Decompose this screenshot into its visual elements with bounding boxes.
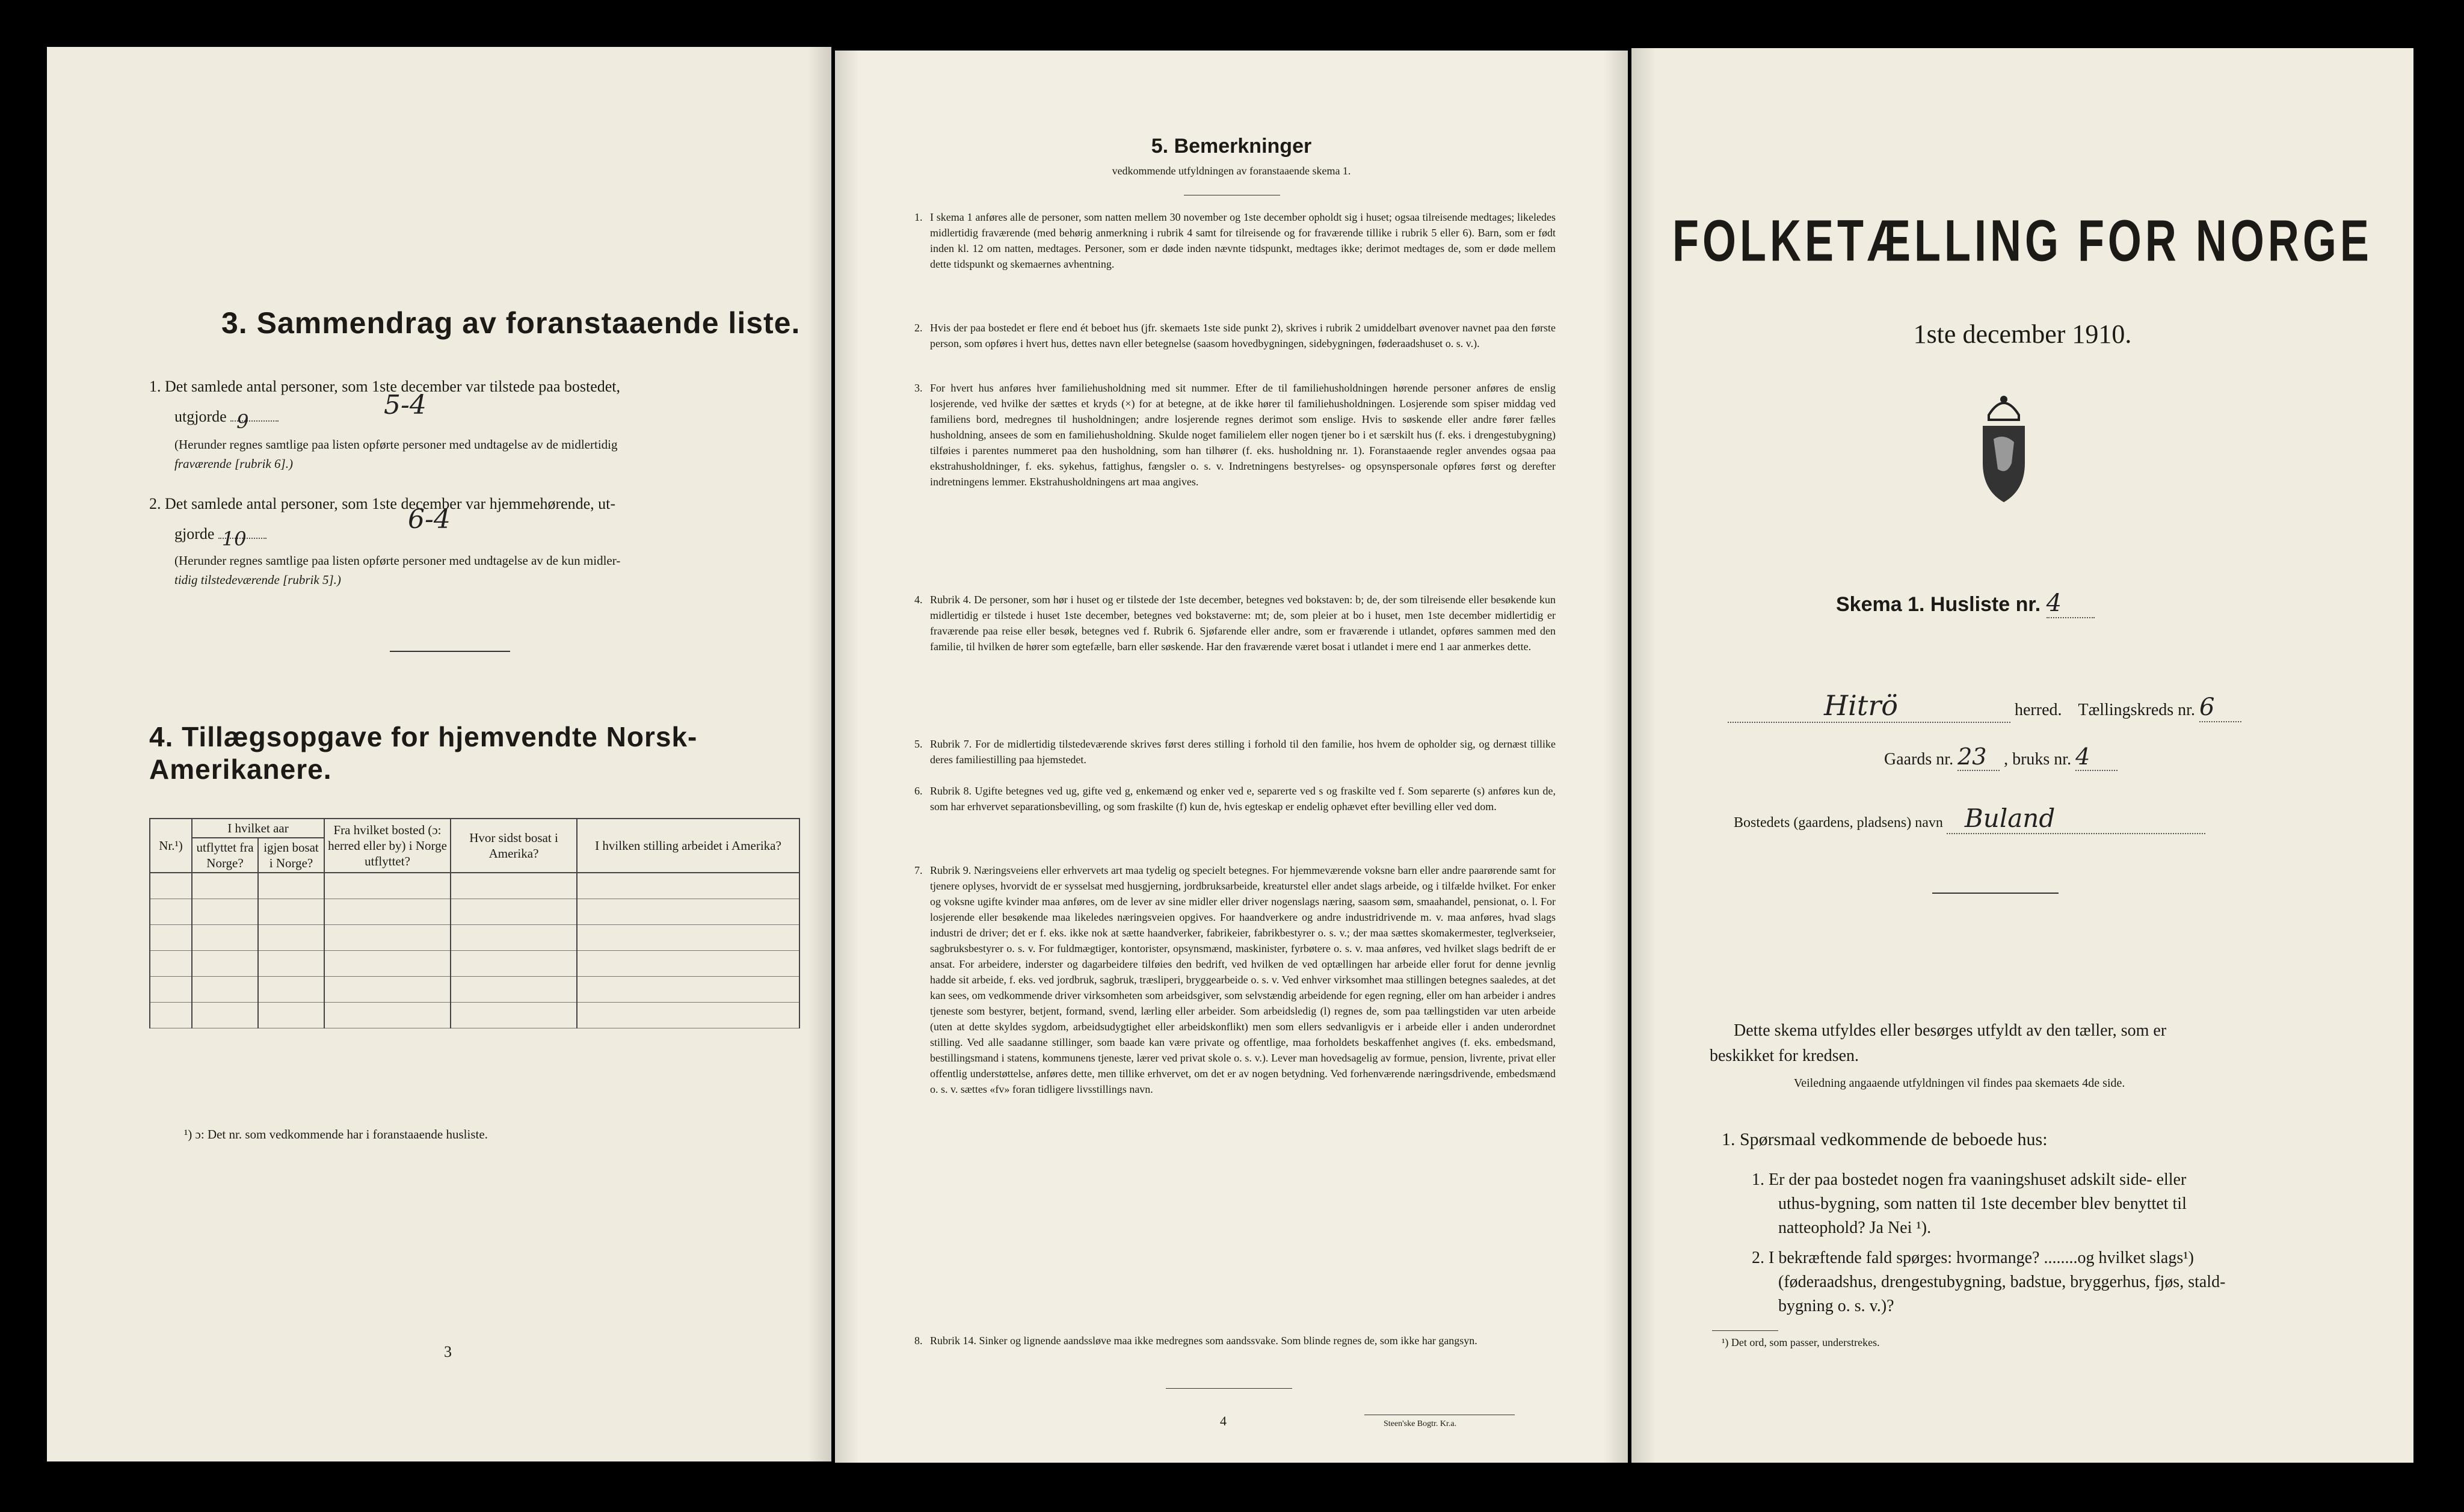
- veiledning-note: Veiledning angaaende utfyldningen vil findes paa skemaets 4de side.: [1794, 1077, 2125, 1090]
- bruks-nr: 4: [2075, 743, 2118, 771]
- intro-line1: Dette skema utfyldes eller besørges utfyldt av den tæller, som er: [1734, 1021, 2167, 1040]
- q1-line2: uthus-bygning, som natten til 1ste december blev benyttet til: [1778, 1194, 2187, 1213]
- remark-item: 3. For hvert hus anføres hver familiehusholdning med sit nummer. Efter de til familiehusholdningen hørende personer anføres de enslig losjerende, ved hvilke der sættes et kryds (×) for at betegne, at de ikke hører til familiehusholdningen. Losjerende som spiser middag ved familiens bord, medregnes til husholdningen; andre losjerende regnes derimot som enslige. Hvis to søskende eller andre fører fælles husholdning, ansees de som en familiehusholdning. Skulde noget familielem eller nogen tjener bo i et særskilt hus (f. eks. i drengestubygning) tilføies i parentes nummeret paa den husholdning, som han tilhører (f. eks. husholdning nr. 1). Foranstaaende regler anvendes ogsaa paa ekstrahusholdninger, f. eks. sykehus, fattighus, fængsler o. s. v. Indretningens bestyrelses- og opsynspersonale opføres først og derefter indretningens lemmer. Ekstrahusholdningens art maa angives.: [914, 382, 1556, 488]
- bruks-label: , bruks nr.: [2004, 750, 2072, 769]
- remark-item: 6. Rubrik 8. Ugifte betegnes ved ug, gifte ved g, enkemænd og enker ved e, separerte ved s og fraskilte ved f. Som separerte (s) anføres kun de, som har erhvervet separationsbevilling, og som fraskilte (f) kun de, hvis egteskap er endelig ophævet efter bevilling eller ved dom.: [914, 785, 1556, 813]
- bosted-line: [1734, 804, 2205, 834]
- page-fold-shadow: [835, 51, 859, 1463]
- norsk-amerikanere-table: [149, 818, 800, 1028]
- item1-line1: 1. Det samlede antal personer, som 1ste december var tilstede paa bostedet,: [149, 378, 621, 395]
- census-title: FOLKETÆLLING FOR NORGE: [1672, 209, 2373, 274]
- table-row: [150, 1003, 799, 1028]
- remark-item: 5. Rubrik 7. For de midlertidig tilstedeværende skrives først deres stilling i forhold til den familie, hos hvem de opholder sig, og dernæst tillike deres familiestilling paa hjemstedet.: [914, 738, 1556, 766]
- item2-prefix: gjorde: [174, 525, 215, 542]
- gaards-label: Gaards nr.: [1884, 750, 1954, 769]
- remark-item: 8. Rubrik 14. Sinker og lignende aandssløve maa ikke medregnes som aandssvake. Som blinde regnes de, som ikke har gangsyn.: [914, 1335, 1477, 1347]
- census-date: 1ste december 1910.: [1913, 319, 2132, 349]
- q1-line3: natteophold? Ja Nei ¹).: [1778, 1219, 1932, 1237]
- herred-line: [1728, 689, 2241, 723]
- page-right: [1631, 48, 2413, 1463]
- col-group-aar: I hvilket aar: [192, 819, 324, 838]
- col-stilling: I hvilken stilling arbeidet i Amerika?: [577, 819, 799, 873]
- item1-value: 9: [236, 410, 249, 433]
- q2-line2: (føderaadshus, drengestubygning, badstue, bryggerhus, fjøs, stald-: [1778, 1273, 2226, 1291]
- page-left: [47, 47, 831, 1461]
- q2-line1: 2. I bekræftende fald spørges: hvormange? ........og hvilket slags¹): [1752, 1249, 2194, 1267]
- kreds-nr: 6: [2199, 693, 2241, 722]
- questions-heading: 1. Spørsmaal vedkommende de beboede hus:: [1722, 1129, 2048, 1149]
- table-row: [150, 925, 799, 951]
- item2-note1: (Herunder regnes samtlige paa listen opførte personer med undtagelse av de kun midler-: [174, 553, 621, 568]
- section3-title: 3. Sammendrag av foranstaaende liste.: [221, 306, 801, 340]
- page-middle: [835, 51, 1628, 1463]
- item1-handwritten: 5-4: [384, 390, 427, 420]
- q2-line3: bygning o. s. v.)?: [1778, 1297, 1894, 1315]
- page-number: 4: [1220, 1413, 1227, 1428]
- item2-line1: 2. Det samlede antal personer, som 1ste december var hjemmehørende, ut-: [149, 495, 616, 512]
- col-utflyttet: utflyttet fra Norge?: [192, 838, 258, 873]
- remark-item: 2. Hvis der paa bostedet er flere end ét beboet hus (jfr. skemaets 1ste side punkt 2), skrives i rubrik 2 umiddelbart øvenover navnet paa den første person, som opføres i hvert hus, dettes navn eller betegnelse (saasom hovedbygningen, sidebygningen, føderaadshuset o. s. v.).: [914, 322, 1556, 349]
- table-row: [150, 899, 799, 925]
- table-row: [150, 951, 799, 977]
- divider: [1166, 1388, 1292, 1389]
- remarks-subtitle: vedkommende utfyldningen av foranstaaende skema 1.: [1112, 165, 1351, 177]
- q1-line1: 1. Er der paa bostedet nogen fra vaaningshuset adskilt side- eller: [1752, 1170, 2187, 1189]
- divider: [1932, 893, 2059, 894]
- footnote: ¹) Det ord, som passer, understrekes.: [1722, 1336, 1880, 1348]
- herred-label: herred.: [2015, 701, 2062, 719]
- item2-gjorde: [174, 522, 266, 550]
- remark-item: 1. I skema 1 anføres alle de personer, som natten mellem 30 november og 1ste december opholdt sig i huset; ogsaa tilreisende medtages; likeledes midlertidig fraværende (med behørig anmerkning i rubrik 4 samt for tilreisende og for fraværende tillike i rubrik 5 eller 6). Barn, som er født inden kl. 12 om natten, medtages. Personer, som er døde inden nævnte tidspunkt, medtages ikke; derimot medtages de, som er døde mellem dette tidspunkt og skemaernes avhentning.: [914, 211, 1556, 270]
- husliste-nr: 4: [2047, 589, 2095, 618]
- col-bosted: Fra hvilket bosted (ɔ: herred eller by) i Norge utflyttet?: [324, 819, 451, 873]
- item1-note2: fraværende [rubrik 6].): [174, 456, 293, 471]
- page-number: 3: [444, 1343, 452, 1360]
- page-fold-shadow: [1604, 51, 1628, 1463]
- bosted-label: Bostedets (gaardens, pladsens) navn: [1734, 815, 1943, 831]
- table-row: [150, 977, 799, 1003]
- col-igjen: igjen bosat i Norge?: [258, 838, 324, 873]
- divider: [1712, 1330, 1778, 1331]
- item2-note2: tidig tilstedeværende [rubrik 5].): [174, 573, 341, 587]
- divider: [390, 651, 510, 652]
- item1-utgjorde: [174, 405, 279, 433]
- remarks-title: 5. Bemerkninger: [1151, 135, 1312, 158]
- item2-value: 10: [221, 527, 247, 550]
- item2-handwritten: 6-4: [408, 504, 451, 535]
- kreds-label: Tællingskreds nr.: [2078, 701, 2195, 719]
- table-row: [150, 873, 799, 899]
- herred-value: Hitrö: [1824, 689, 1898, 722]
- skema-label: Skema 1. Husliste nr.: [1836, 593, 2041, 616]
- gaards-line: [1884, 743, 2118, 771]
- col-nr: Nr.¹): [150, 819, 192, 873]
- table-footnote: ¹) ɔ: Det nr. som vedkommende har i foranstaaende husliste.: [184, 1127, 488, 1142]
- remark-item: 4. Rubrik 4. De personer, som hør i huset og er tilstede der 1ste december, betegnes ved bokstaven: b; de, der som tilreisende eller besøkende kun midlertidig er tilstede i huset 1ste december, betegnes ved bokstaverne: mt; de, som pleier at bo i huset, men 1ste december midlertidig er fraværende paa reise eller besøk, betegnes ved f. Rubrik 6. Sjøfarende eller andre, som er fraværende i utlandet, opføres sammen med den familie, til hvilken de hører som egtefælle, barn eller søskende. Har den fraværende været bosat i utlandet i mere end 1 aar anmerkes dette.: [914, 594, 1556, 653]
- intro-line2: beskikket for kredsen.: [1710, 1046, 1859, 1065]
- coat-of-arms-icon: [1965, 391, 2043, 505]
- printer-imprint: Steen'ske Bogtr. Kr.a.: [1384, 1419, 1457, 1428]
- remark-item: 7. Rubrik 9. Næringsveiens eller erhvervets art maa tydelig og specielt betegnes. For hjemmeværende voksne barn eller andre paarørende samt for tjenere oplyses, hvorvidt de er sysselsat med husgjerning, jordbruksarbeide, kreaturstel eller andet slags arbeide, og i tilfælde hvilket. For enker og voksne ugifte kvinder maa anføres, om de lever av sine midler eller driver nogenslags næring, saasom søm, smaahandel, pensionat, o. l. For losjerende eller besøkende maa likeledes næringsveien opgives. For haandverkere og andre industridrivende m. v. maa anføres, hvad slags industri de driver; det er f. eks. ikke nok at sætte haandverker, fabrikeier, fabrikbestyrer o. s. v.; der maa sættes skomakermester, teglverkseier, sagbruksbestyrer o. s. v. For fuldmægtiger, kontorister, opsynsmænd, maskinister, fyrbøtere o. s. v. maa anføres, ved hvilket slags bedrift de er ansat. For arbeidere, inderster og dagarbeidere tilføies den bedrift, ved hvilken de ved optællingen har arbeide eller forut for denne jevnlig hadde sit arbeide, f. eks. ved jordbruk, sagbruk, træsliperi, bryggearbeide o. s. v. Ved enhver virksomhet maa stillingen betegnes saaledes, at det kan sees, om vedkommende driver virksomheten som arbeidsgiver, som selvstændig arbeidende for egen regning, eller om han arbeider i andres tjeneste som bestyrer, betjent, formand, svend, lærling eller arbeider. Som arbeidsledig (l) regnes de, som paa tællingstiden var uten arbeide (uten at dette skyldes sygdom, arbeidsudygtighet eller arbeidskonflikt) men som ellers sedvanligvis er i arbeide eller i anden underordnet stilling. Ved alle saadanne stillinger, som baade kan være private og offentlige, maa forholdets beskaffenhet angives (f. eks. embedsmand, bestillingsmand i statens, kommunens tjeneste, lærer ved privat skole o. s. v.). Lever man hovedsagelig av formue, pension, livrente, privat eller offentlig understøttelse, anføres dette, men tillike erhvervet, om det er av nogen betydning. Ved forhenværende næringsdrivende, embedsmænd o. s. v. sættes «fv» foran tidligere livsstillings navn.: [914, 864, 1556, 1095]
- skema-line: [1836, 589, 2095, 618]
- col-sidst: Hvor sidst bosat i Amerika?: [451, 819, 577, 873]
- gaards-nr: 23: [1957, 743, 2000, 771]
- item1-note1: (Herunder regnes samtlige paa listen opførte personer med undtagelse av de midlertidig: [174, 437, 618, 452]
- item1-prefix: utgjorde: [174, 408, 227, 425]
- section4-title: 4. Tillægsopgave for hjemvendte Norsk-Amerikanere.: [149, 721, 698, 785]
- bosted-value: Buland: [1947, 804, 2205, 834]
